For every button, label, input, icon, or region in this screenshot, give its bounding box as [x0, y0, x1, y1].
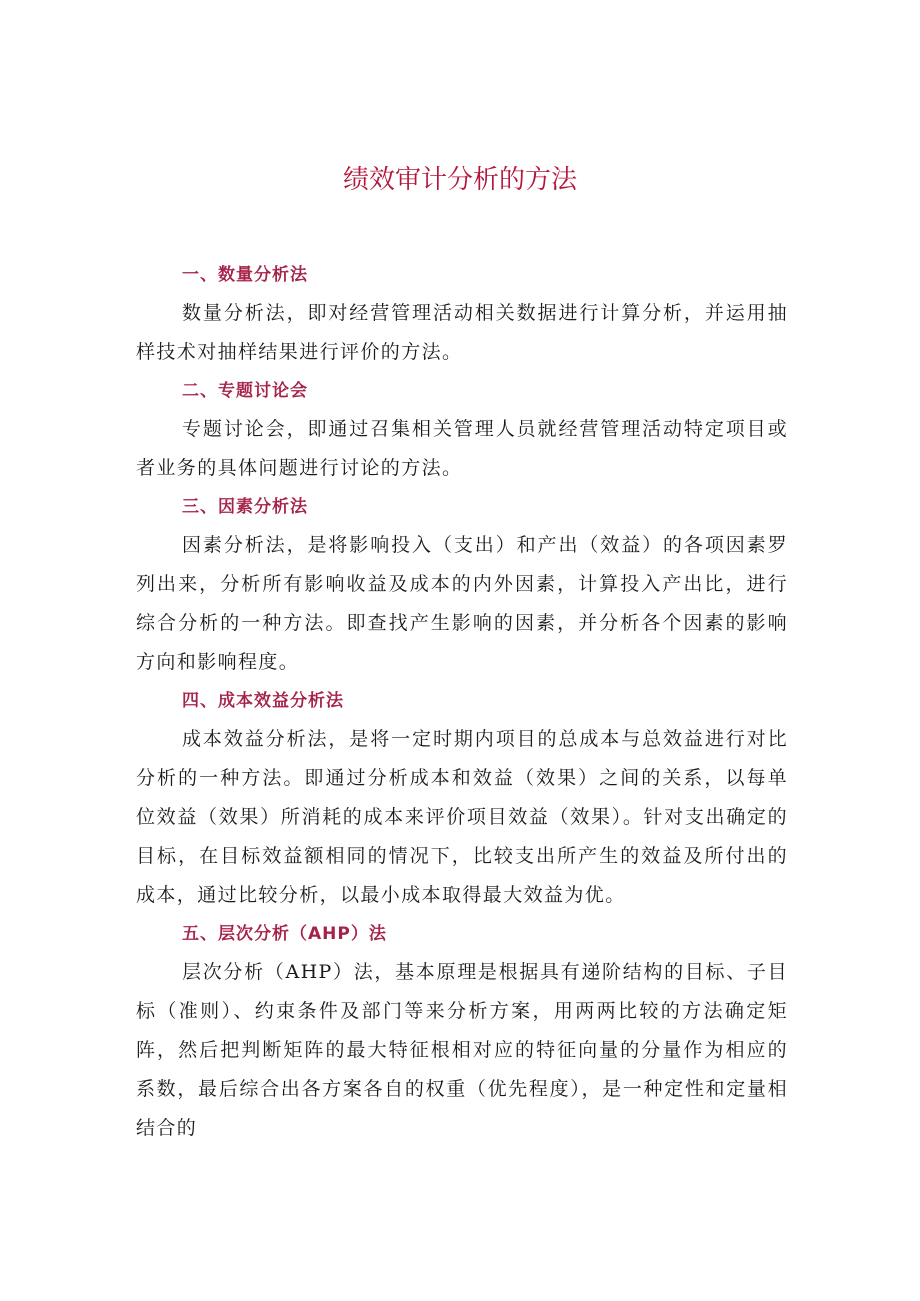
section-heading: 二、专题讨论会 [182, 381, 308, 401]
section-seminar [136, 372, 788, 488]
section-heading: 四、成本效益分析法 [182, 691, 344, 711]
section-heading: 三、因素分析法 [182, 497, 308, 517]
section-quantitative-analysis [136, 256, 788, 372]
document-title: 绩效审计分析的方法 [342, 165, 577, 195]
section-cost-benefit-analysis [136, 682, 788, 915]
section-paragraph: 因素分析法，是将影响投入（支出）和产出（效益）的各项因素罗列出来，分析所有影响收益及成本的内外因素，计算投入产出比，进行综合分析的一种方法。即查找产生影响的因素，并分析各个因素的影响方向和影响程度。 [136, 534, 788, 673]
section-heading: 五、层次分析（AHP）法 [182, 924, 387, 944]
section-paragraph: 专题讨论会，即通过召集相关管理人员就经营管理活动特定项目或者业务的具体问题进行讨论的方法。 [136, 418, 788, 479]
section-ahp-analysis [136, 915, 788, 1148]
document-body [136, 256, 788, 1148]
section-factor-analysis [136, 488, 788, 682]
section-paragraph: 数量分析法，即对经营管理活动相关数据进行计算分析，并运用抽样技术对抽样结果进行评价的方法。 [136, 302, 788, 363]
section-paragraph: 成本效益分析法，是将一定时期内项目的总成本与总效益进行对比分析的一种方法。即通过分析成本和效益（效果）之间的关系，以每单位效益（效果）所消耗的成本来评价项目效益（效果）。针对支出确定的目标，在目标效益额相同的情况下，比较支出所产生的效益及所付出的成本，通过比较分析，以最小成本取得最大效益为优。 [136, 728, 788, 906]
section-heading: 一、数量分析法 [182, 265, 308, 285]
section-paragraph: 层次分析（AHP）法，基本原理是根据具有递阶结构的目标、子目标（准则）、约束条件及部门等来分析方案，用两两比较的方法确定矩阵，然后把判断矩阵的最大特征根相对应的特征向量的分量作为相应的系数，最后综合出各方案各自的权重（优先程度），是一种定性和定量相结合的 [136, 961, 788, 1139]
